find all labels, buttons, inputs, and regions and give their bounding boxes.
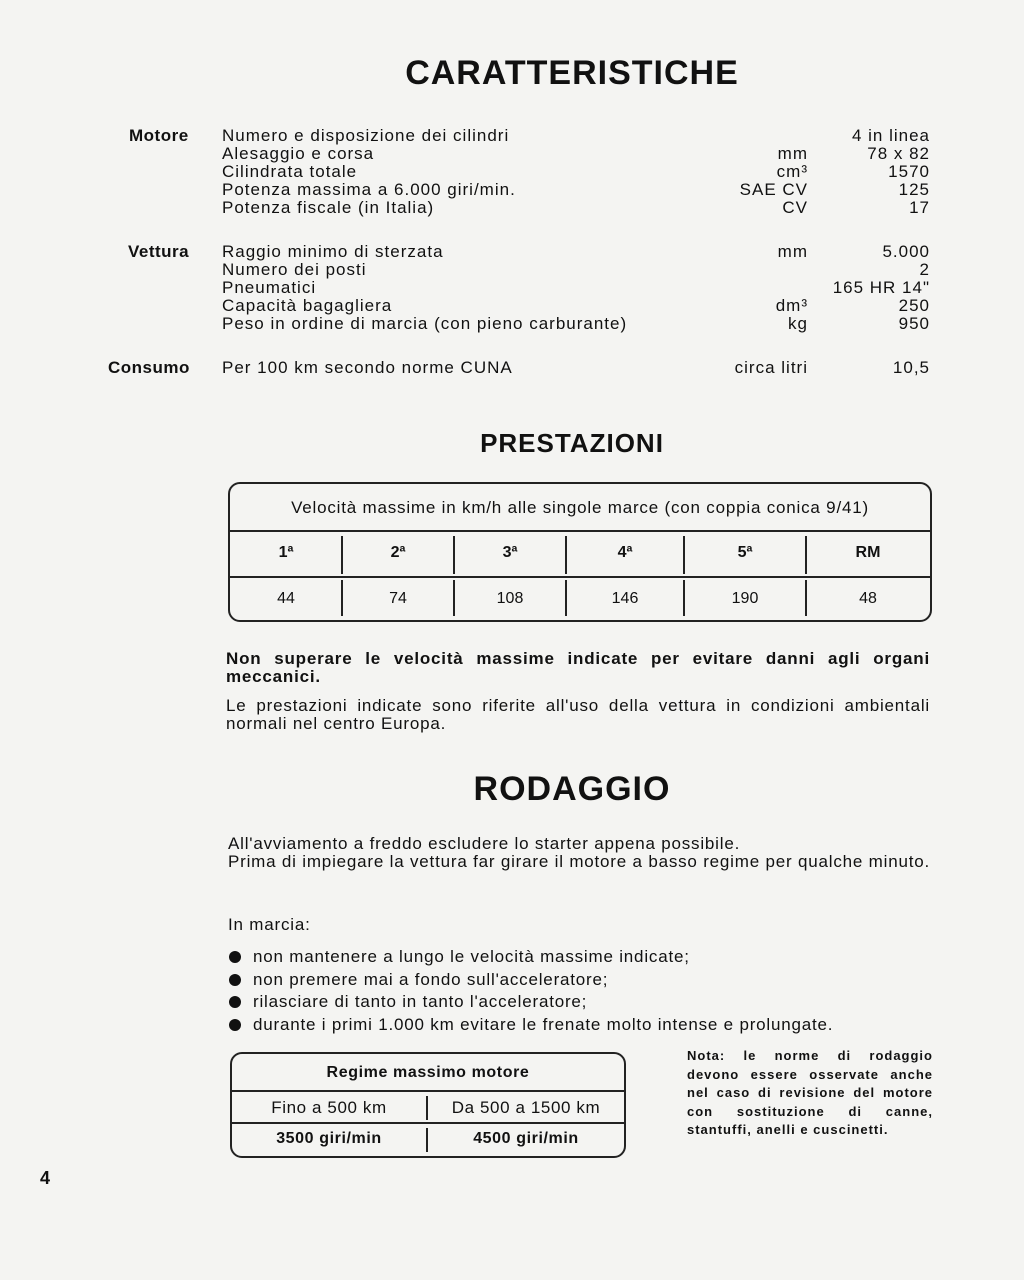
spec-row bbox=[222, 314, 930, 332]
bullet-dot-icon bbox=[229, 1019, 241, 1031]
gear-header: 1ª bbox=[278, 544, 294, 561]
spec-unit: SAE CV bbox=[739, 180, 808, 199]
section-label-consumo: Consumo bbox=[108, 358, 190, 377]
gear-speed: 190 bbox=[731, 590, 759, 607]
speed-table-caption: Velocità massime in km/h alle singole marce (con coppia conica 9/41) bbox=[291, 498, 869, 517]
spec-row bbox=[222, 296, 930, 314]
regime-col1-value: 3500 giri/min bbox=[276, 1130, 382, 1147]
section-title-rodaggio: RODAGGIO bbox=[473, 770, 671, 808]
spec-row bbox=[222, 278, 930, 296]
spec-description: Pneumatici bbox=[222, 278, 317, 297]
page-title: CARATTERISTICHE bbox=[405, 54, 739, 92]
spec-description: Peso in ordine di marcia (con pieno carburante) bbox=[222, 314, 628, 333]
spec-row bbox=[222, 242, 930, 260]
regime-col2-header: Da 500 a 1500 km bbox=[451, 1098, 601, 1117]
speed-table-divider bbox=[683, 536, 685, 574]
speed-table-divider bbox=[341, 536, 343, 574]
bullet-text: non premere mai a fondo sull'acceleratore; bbox=[253, 969, 609, 989]
bullet-dot-icon bbox=[229, 996, 241, 1008]
regime-col2-value: 4500 giri/min bbox=[473, 1130, 579, 1147]
gear-speed: 146 bbox=[611, 590, 639, 607]
spec-value: 950 bbox=[898, 314, 930, 333]
speed-table-divider bbox=[805, 580, 807, 616]
warning-text: Non superare le velocità massime indicate per evitare danni agli organi meccanici. bbox=[226, 649, 930, 686]
gear-speed: 48 bbox=[859, 590, 877, 607]
spec-unit: mm bbox=[777, 242, 808, 261]
section-title-prestazioni: PRESTAZIONI bbox=[480, 428, 664, 458]
regime-table bbox=[230, 1052, 626, 1158]
bullet-dot-icon bbox=[229, 951, 241, 963]
in-marcia-label: In marcia: bbox=[228, 915, 311, 934]
speed-table-divider bbox=[565, 536, 567, 574]
spec-description: Potenza fiscale (in Italia) bbox=[222, 198, 435, 217]
spec-description: Numero e disposizione dei cilindri bbox=[222, 126, 510, 145]
prestazioni-note: Le prestazioni indicate sono riferite all'uso della vettura in condizioni ambientali normali nel centro Europa. bbox=[226, 696, 930, 733]
gear-header: 3ª bbox=[502, 544, 518, 561]
spec-row bbox=[222, 144, 930, 162]
speed-table-divider bbox=[341, 580, 343, 616]
spec-value: 2 bbox=[919, 260, 930, 279]
spec-value: 165 HR 14" bbox=[832, 278, 930, 297]
bullet-text: rilasciare di tanto in tanto l'acceleratore; bbox=[253, 992, 588, 1011]
section-label-vettura: Vettura bbox=[128, 242, 190, 261]
bullet-dot-icon bbox=[229, 974, 241, 986]
spec-unit: mm bbox=[777, 144, 808, 163]
spec-unit: cm³ bbox=[776, 162, 808, 181]
spec-row bbox=[222, 358, 930, 376]
rodaggio-nota: Nota: le norme di rodaggio devono essere osservate anche nel caso di revisione del motore con sostituzione di canne, stantuffi, anelli e cuscinetti. bbox=[687, 1048, 933, 1137]
spec-unit: dm³ bbox=[775, 296, 808, 315]
spec-unit: CV bbox=[782, 198, 808, 217]
spec-value: 10,5 bbox=[892, 358, 930, 377]
spec-description: Cilindrata totale bbox=[222, 162, 358, 181]
speed-table-divider bbox=[230, 530, 930, 532]
spec-row bbox=[222, 180, 930, 198]
rodaggio-intro-1: All'avviamento a freddo escludere lo starter appena possibile. bbox=[228, 834, 741, 853]
spec-row bbox=[222, 126, 930, 144]
spec-value: 1570 bbox=[888, 162, 930, 181]
regime-table-divider bbox=[232, 1090, 624, 1092]
spec-description: Alesaggio e corsa bbox=[222, 144, 375, 163]
spec-value: 250 bbox=[898, 296, 930, 315]
regime-table-title: Regime massimo motore bbox=[326, 1064, 530, 1081]
gear-header: 2ª bbox=[390, 544, 406, 561]
gear-header: RM bbox=[855, 544, 881, 561]
spec-value: 5.000 bbox=[882, 242, 930, 261]
bullet-text: non mantenere a lungo le velocità massime indicate; bbox=[253, 947, 690, 966]
spec-value: 125 bbox=[898, 180, 930, 199]
spec-description: Capacità bagagliera bbox=[222, 296, 393, 315]
spec-description: Per 100 km secondo norme CUNA bbox=[222, 358, 513, 377]
gear-header: 5ª bbox=[737, 544, 753, 561]
spec-value: 17 bbox=[909, 198, 930, 217]
spec-unit: circa litri bbox=[734, 358, 808, 377]
speed-table-divider bbox=[565, 580, 567, 616]
spec-unit: kg bbox=[788, 314, 808, 333]
speed-table-divider bbox=[230, 576, 930, 578]
regime-col1-header: Fino a 500 km bbox=[271, 1098, 387, 1117]
regime-table-divider bbox=[232, 1122, 624, 1124]
rodaggio-intro-2: Prima di impiegare la vettura far girare il motore a basso regime per qualche minuto. bbox=[228, 852, 931, 871]
speed-table-divider bbox=[453, 580, 455, 616]
spec-value: 78 x 82 bbox=[867, 144, 930, 163]
spec-description: Raggio minimo di sterzata bbox=[222, 242, 444, 261]
speed-table-divider bbox=[805, 536, 807, 574]
speed-table bbox=[228, 482, 932, 622]
spec-description: Numero dei posti bbox=[222, 260, 367, 279]
section-label-motore: Motore bbox=[129, 126, 189, 145]
gear-speed: 108 bbox=[496, 590, 524, 607]
spec-description: Potenza massima a 6.000 giri/min. bbox=[222, 180, 516, 199]
page-number: 4 bbox=[40, 1168, 51, 1188]
speed-table-divider bbox=[453, 536, 455, 574]
spec-row bbox=[222, 260, 930, 278]
spec-row bbox=[222, 198, 930, 216]
bullet-text: durante i primi 1.000 km evitare le frenate molto intense e prolungate. bbox=[253, 1014, 834, 1034]
spec-row bbox=[222, 162, 930, 180]
speed-table-divider bbox=[683, 580, 685, 616]
gear-speed: 44 bbox=[277, 590, 295, 607]
spec-value: 4 in linea bbox=[851, 126, 930, 145]
gear-header: 4ª bbox=[617, 544, 633, 561]
gear-speed: 74 bbox=[389, 590, 407, 607]
